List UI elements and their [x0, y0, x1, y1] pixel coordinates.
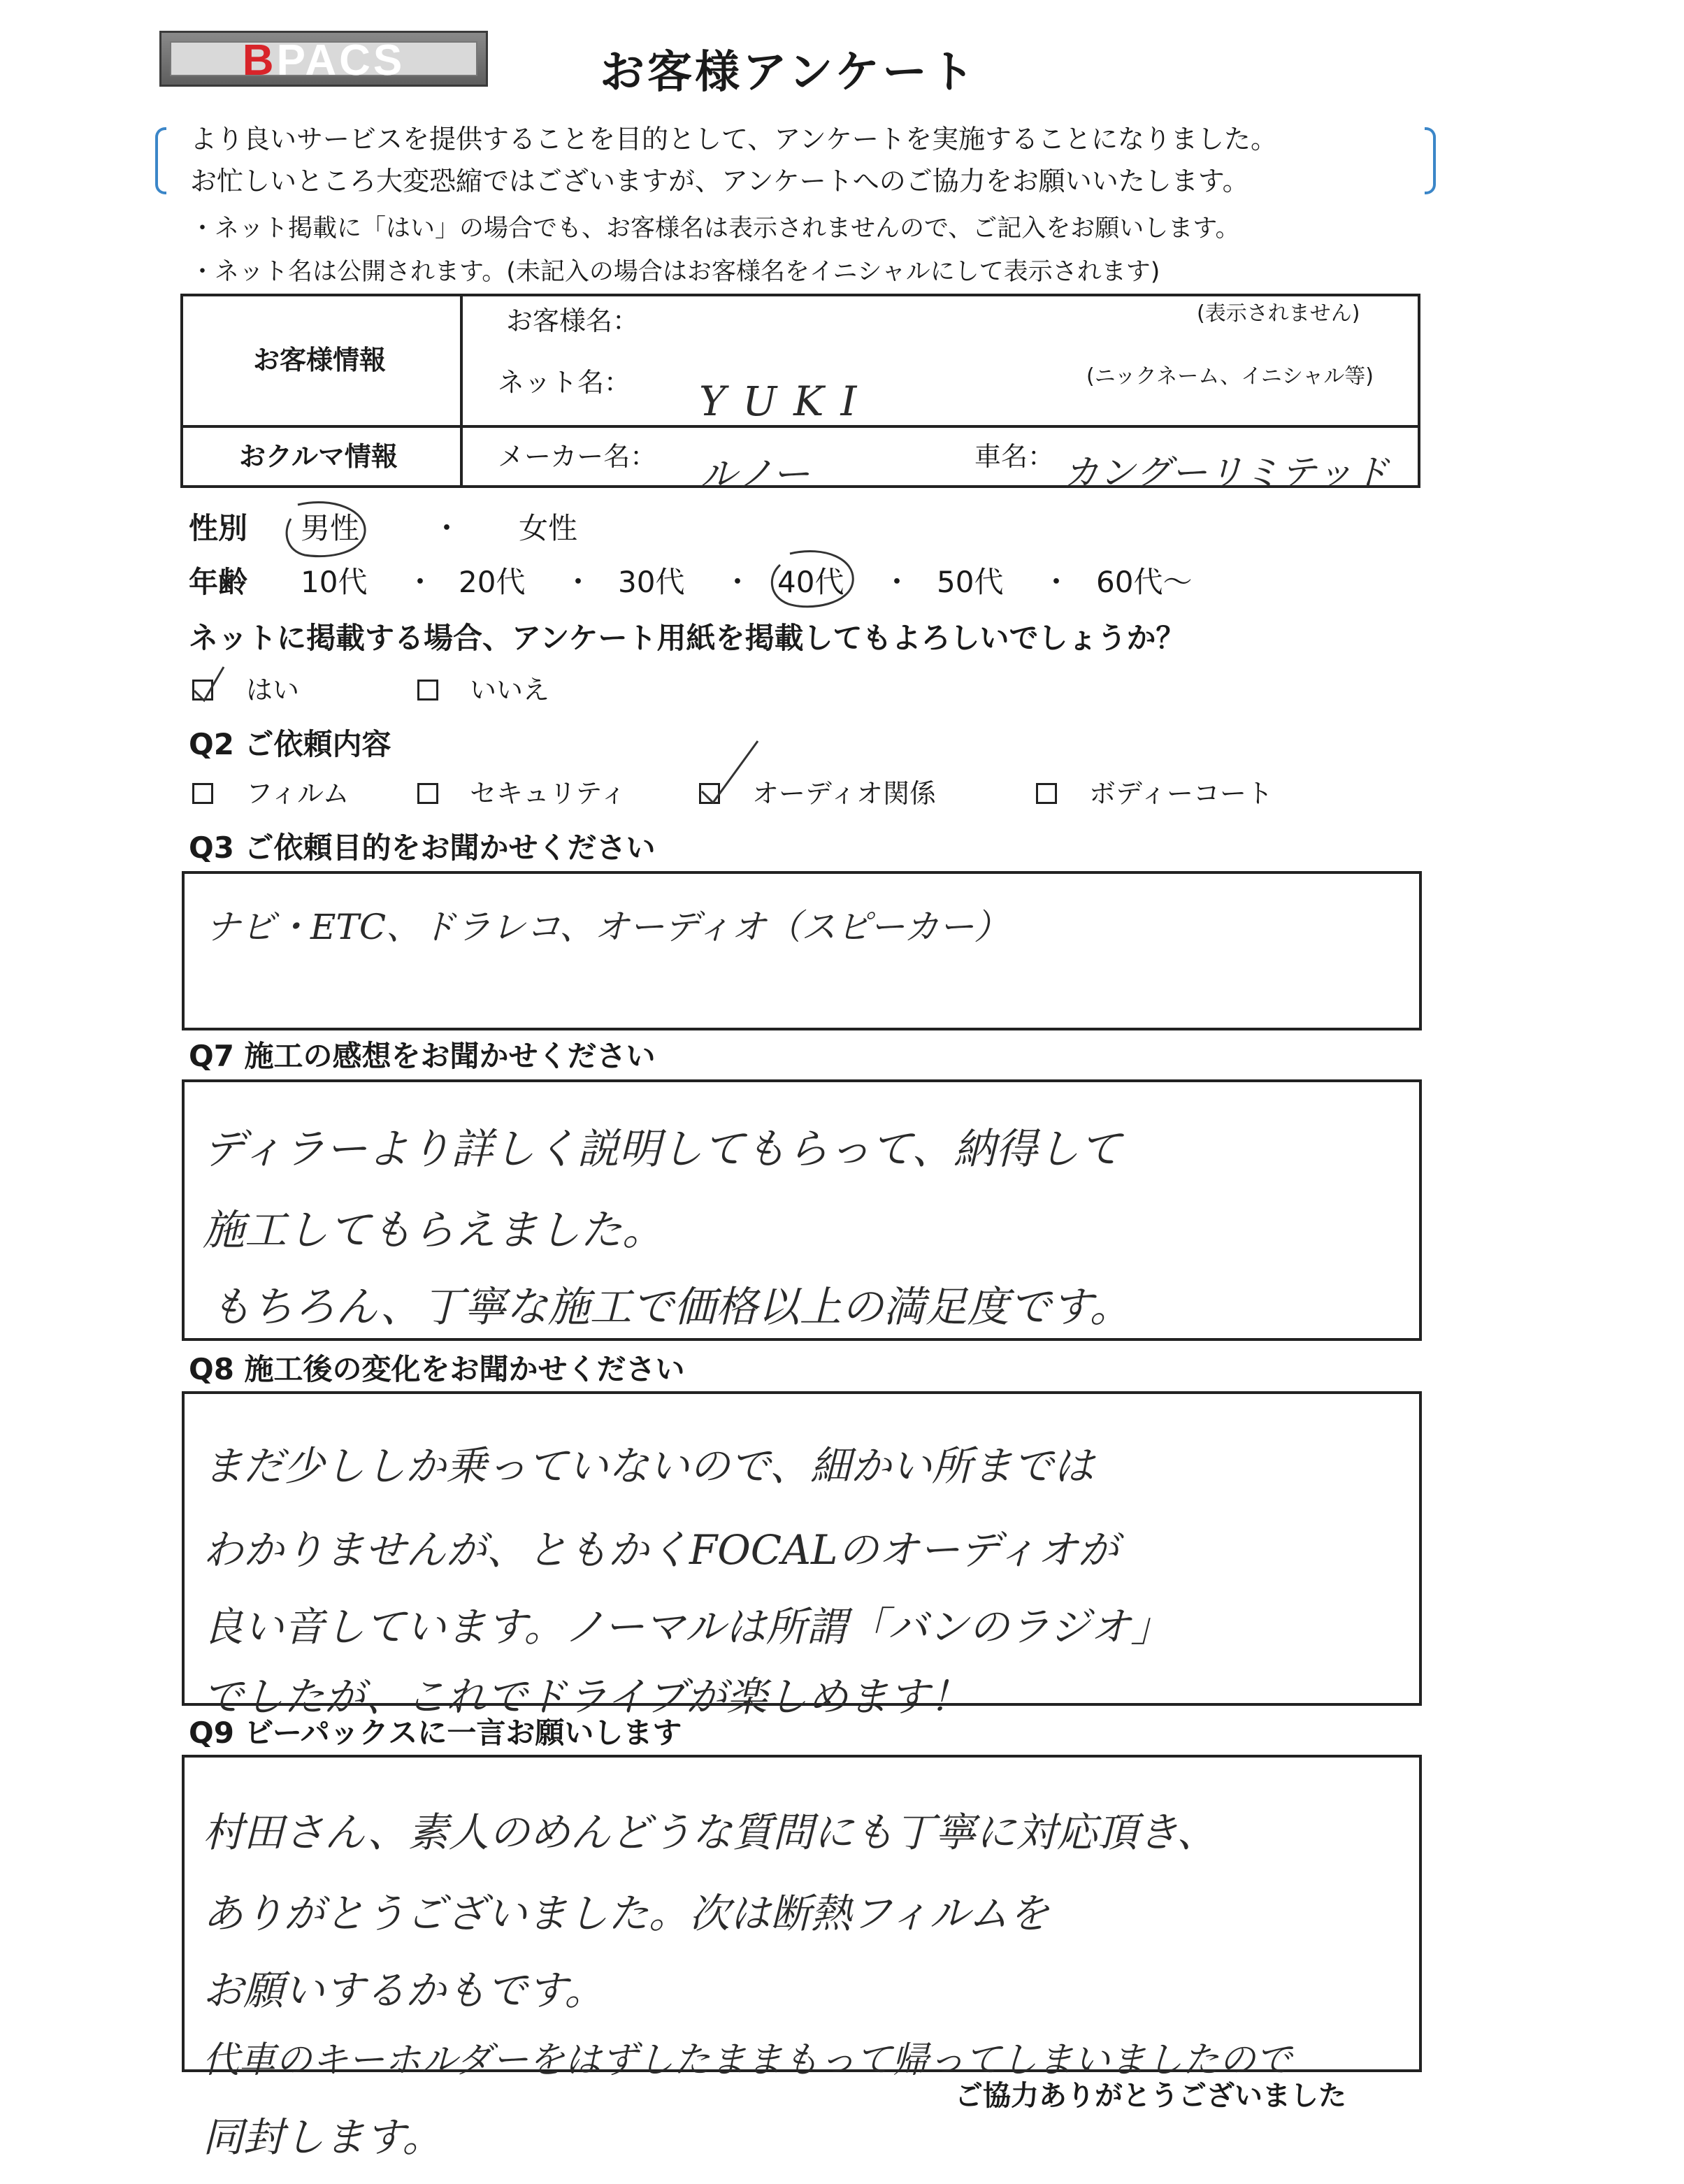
age-label: 年齢	[189, 565, 248, 599]
q7-title: Q7 施工の感想をお聞かせください	[189, 1039, 656, 1073]
q2-body-coat-checkbox[interactable]	[1036, 783, 1057, 804]
intro-line-2: お忙しいところ大変恐縮ではございますが、アンケートへのご協力をお願いいたします。	[190, 166, 1249, 196]
q9-answer-line: お願いするかもです。	[203, 1967, 605, 2014]
separator-dot: ・	[405, 565, 436, 599]
q7-answer-line: 施工してもらえました。	[203, 1206, 664, 1255]
publish-no-checkbox[interactable]	[417, 680, 438, 701]
q8-answer-line: 良い音しています。ノーマルは所謂「バンのラジオ」	[203, 1603, 1172, 1651]
right-bracket	[1425, 127, 1436, 194]
gender-label: 性別	[189, 511, 248, 545]
customer-section-label: お客様情報	[253, 345, 387, 375]
publish-yes-label: はい	[246, 675, 300, 705]
q8-title: Q8 施工後の変化をお聞かせください	[189, 1352, 685, 1386]
publish-no-label: いいえ	[470, 675, 550, 705]
q2-security-checkbox[interactable]	[417, 783, 438, 804]
age-option-30s: 30代	[618, 565, 685, 599]
q9-answer-line: 村田さん、素人のめんどうな質問にも丁寧に対応頂き、	[203, 1809, 1218, 1856]
q2-audio-label: オーディオ関係	[752, 778, 936, 809]
q9-answer-line: 代車のキーホルダーをはずしたままもって帰ってしまいましたので	[203, 2039, 1292, 2081]
check-mark-icon	[187, 663, 229, 705]
maker-value: ルノー	[699, 452, 810, 496]
q9-answer-line: ありがとうございました。次は断熱フィルムを	[203, 1890, 1050, 1937]
logo-text: BPACS	[242, 36, 405, 85]
page-title: お客様アンケート	[600, 47, 978, 99]
q8-answer-line: まだ少ししか乗っていないので、細かい所までは	[203, 1442, 1094, 1490]
q2-film-checkbox[interactable]	[192, 783, 213, 804]
q3-title: Q3 ご依頼目的をお聞かせください	[189, 831, 656, 865]
thanks-message: ご協力ありがとうございました	[955, 2080, 1346, 2112]
q3-answer-box	[182, 871, 1422, 1030]
intro-note-1: ・ネット掲載に「はい」の場合でも、お客様名は表示されませんので、ご記入をお願いします。	[190, 215, 1240, 243]
q7-answer-line: もちろん、丁寧な施工で価格以上の満足度です。	[210, 1283, 1132, 1332]
selection-circle-male	[277, 495, 375, 562]
q8-answer-line: でしたが、これでドライブが楽しめます！	[203, 1673, 970, 1720]
age-option-60s-plus: 60代～	[1096, 565, 1193, 599]
car-model-value: カングーリミテッド	[1063, 452, 1389, 494]
q9-answer-line: 同封します。	[203, 2113, 443, 2161]
q8-answer-line: わかりませんが、ともかくFOCALのオーディオが	[203, 1526, 1118, 1574]
selection-circle-40s	[762, 545, 860, 615]
customer-name-note: (表示されません)	[1197, 301, 1360, 326]
car-section-label: おクルマ情報	[239, 441, 398, 472]
gender-option-male: 男性	[301, 511, 360, 545]
separator-dot: ・	[882, 565, 912, 599]
maker-label: メーカー名：	[498, 441, 657, 472]
net-name-value: YUKI	[699, 378, 874, 425]
q3-answer: ナビ・ETC、ドラレコ、オーディオ（スピーカー）	[206, 907, 1009, 947]
q2-body-coat-label: ボディーコート	[1089, 778, 1273, 809]
left-bracket	[155, 127, 166, 194]
age-option-40s: 40代	[777, 565, 844, 599]
separator-dot: ・	[563, 565, 593, 599]
car-model-label: 車名：	[974, 441, 1055, 472]
company-logo	[159, 31, 488, 87]
separator-dot: ・	[432, 511, 462, 545]
table-divider	[180, 425, 1420, 428]
separator-dot: ・	[723, 565, 753, 599]
q9-title: Q9 ビーパックスに一言お願いします	[189, 1716, 682, 1750]
q2-title: Q2 ご依頼内容	[189, 727, 391, 761]
gender-option-female: 女性	[519, 511, 578, 545]
customer-name-label: お客様名：	[506, 306, 640, 336]
q2-film-label: フィルム	[246, 778, 350, 809]
intro-line-1: より良いサービスを提供することを目的として、アンケートを実施することになりました。	[190, 124, 1277, 155]
net-name-label: ネット名：	[498, 367, 631, 398]
logo-letter-b: B	[242, 36, 277, 85]
publish-question: ネットに掲載する場合、アンケート用紙を掲載してもよろしいでしょうか？	[189, 621, 1186, 655]
intro-note-2: ・ネット名は公開されます。(未記入の場合はお客様名をイニシャルにして表示されます)	[190, 258, 1160, 286]
age-option-50s: 50代	[937, 565, 1004, 599]
q2-security-label: セキュリティ	[470, 778, 627, 809]
separator-dot: ・	[1042, 565, 1072, 599]
net-name-note: (ニックネーム、イニシャル等)	[1086, 364, 1374, 389]
age-option-10s: 10代	[301, 565, 368, 599]
age-option-20s: 20代	[459, 565, 526, 599]
q7-answer-line: ディラーより詳しく説明してもらって、納得して	[203, 1125, 1121, 1174]
table-divider	[460, 294, 463, 488]
